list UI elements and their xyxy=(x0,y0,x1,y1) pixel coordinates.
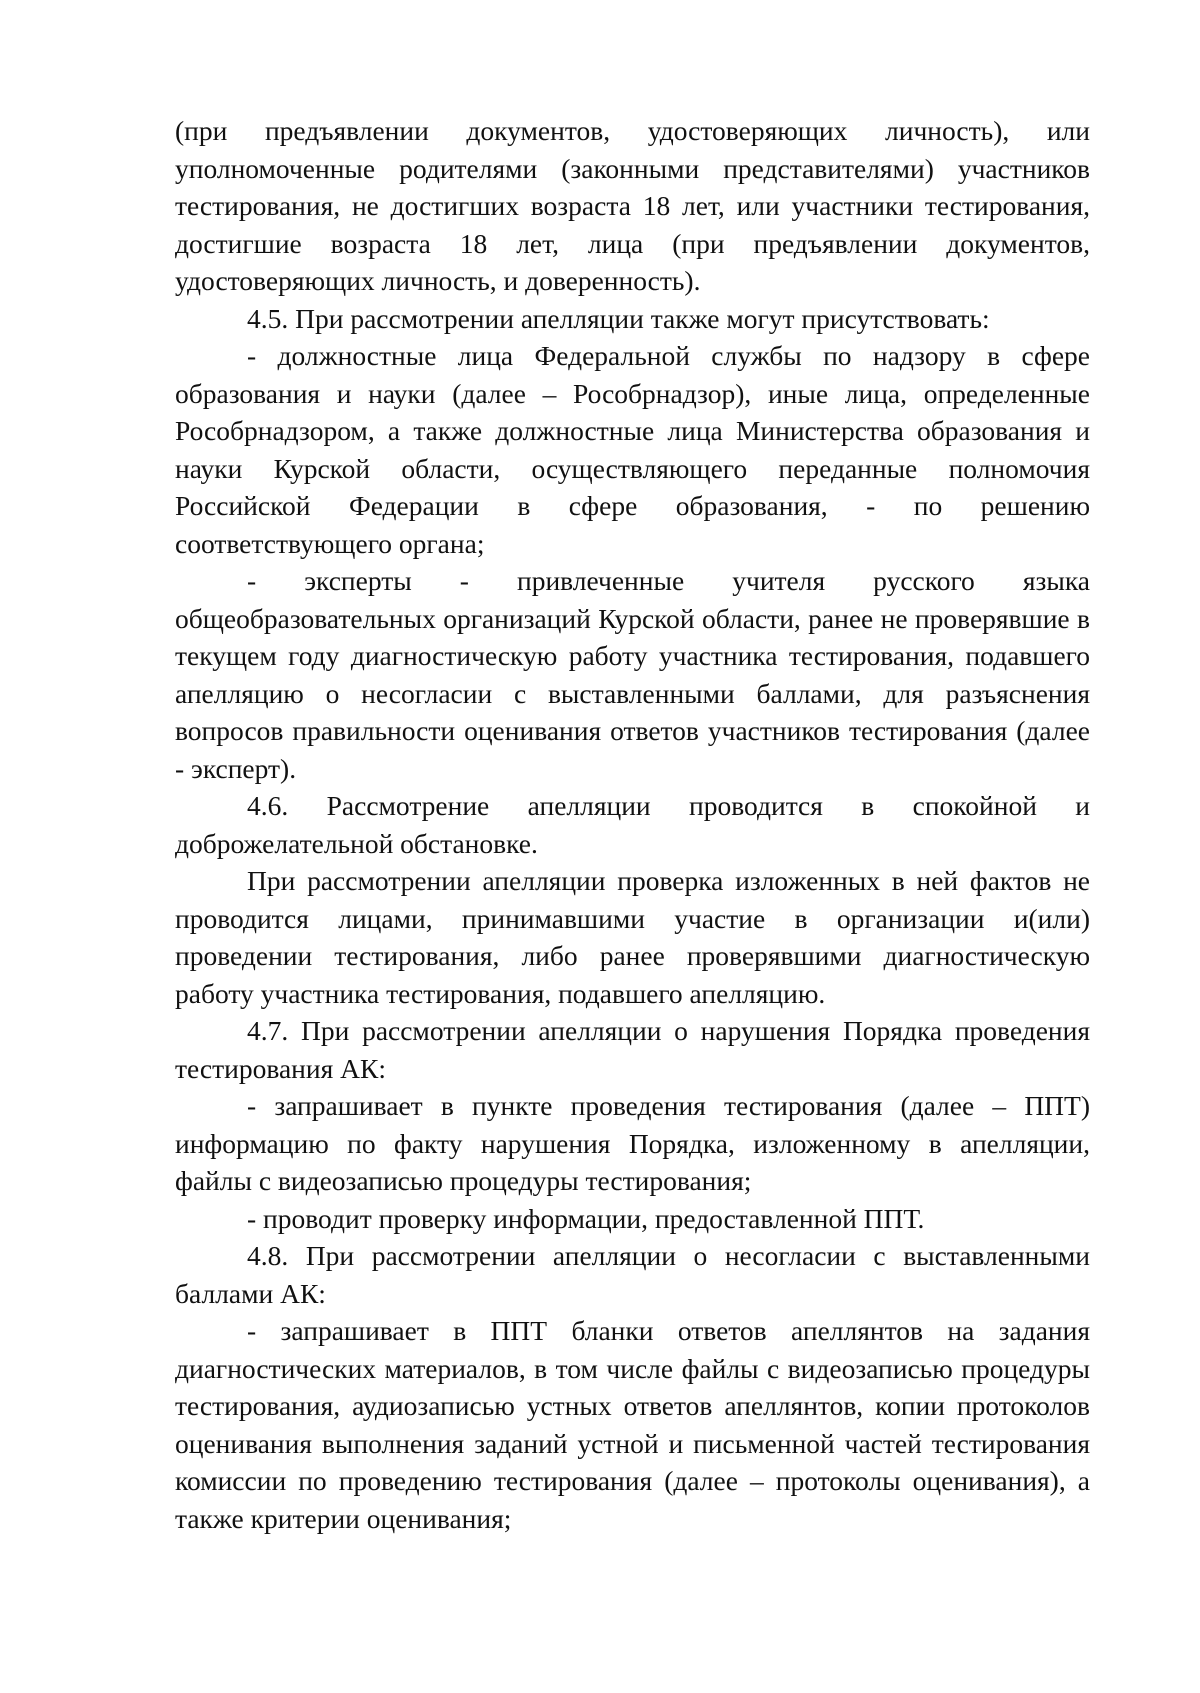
paragraph-experts: - эксперты - привлеченные учителя русского языка общеобразовательных организаций Курской области, ранее не проверявшие в текущем году диагностическую работу участника тестирования, подавшего апелляцию о несогласии с выставленными баллами, для разъяснения вопросов правильности оценивания ответов участников тестирования (далее - эксперт). xyxy=(175,565,1090,784)
paragraph-4-7: 4.7. При рассмотрении апелляции о нарушения Порядка проведения тестирования АК: xyxy=(175,1015,1090,1084)
paragraph-4-5: 4.5. При рассмотрении апелляции также могут присутствовать: xyxy=(247,302,990,334)
paragraph-fact-check: При рассмотрении апелляции проверка изложенных в ней фактов не проводится лицами, принимавшими участие в организации и(или) проведении тестирования, либо ранее проверявшими диагностическую работу участника тестирования, подавшего апелляцию. xyxy=(175,865,1090,1009)
paragraph-request-forms: - запрашивает в ППТ бланки ответов апеллянтов на задания диагностических материалов, в том числе файлы с видеозаписью процедуры тестирования, аудиозаписью устных ответов апеллянтов, копии протоколов оценивания выполнения заданий устной и письменной частей тестирования комиссии по проведению тестирования (далее – протоколы оценивания), а также критерии оценивания; xyxy=(175,1315,1090,1534)
paragraph-officials: - должностные лица Федеральной службы по надзору в сфере образования и науки (далее – Рособрнадзор), иные лица, определенные Рособрнадзором, а также должностные лица Министерства образования и науки Курской области, осуществляющего переданные полномочия Российской Федерации в сфере образования, - по решению соответствующего органа; xyxy=(175,340,1090,559)
paragraph-continuation: (при предъявлении документов, удостоверяющих личность), или уполномоченные родителями (законными представителями) участников тестирования, не достигших возраста 18 лет, или участники тестирования, достигшие возраста 18 лет, лица (при предъявлении документов, удостоверяющих личность, и доверенность). xyxy=(175,115,1090,296)
paragraph-4-8: 4.8. При рассмотрении апелляции о несогласии с выставленными баллами АК: xyxy=(175,1240,1090,1309)
paragraph-request-info: - запрашивает в пункте проведения тестирования (далее – ППТ) информацию по факту нарушения Порядка, изложенному в апелляции, файлы с видеозаписью процедуры тестирования; xyxy=(175,1090,1090,1196)
paragraph-verify-info: - проводит проверку информации, предоставленной ППТ. xyxy=(247,1202,925,1234)
paragraph-4-6: 4.6. Рассмотрение апелляции проводится в спокойной и доброжелательной обстановке. xyxy=(175,790,1090,859)
document-body xyxy=(175,112,1090,1537)
